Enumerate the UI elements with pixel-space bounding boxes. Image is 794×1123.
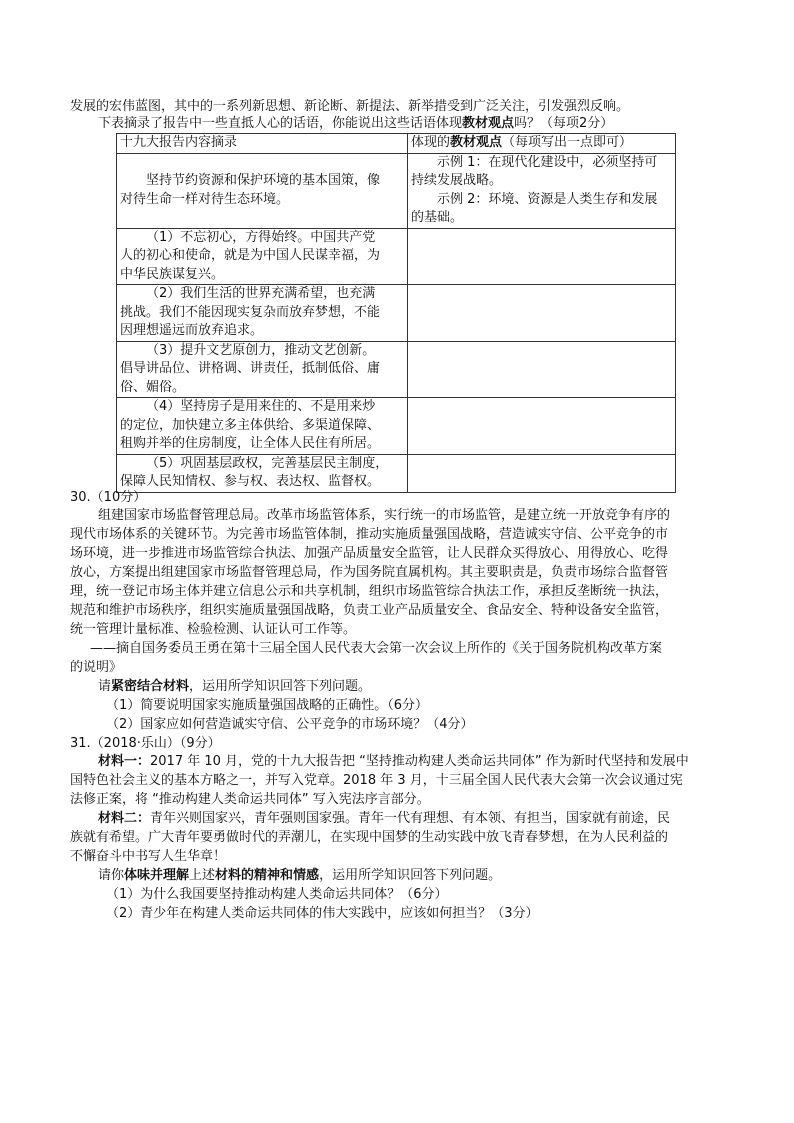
- q31-material-1-line: [98, 752, 748, 771]
- cell-text: （1）不忘初心，方得始终。中国共产党: [146, 229, 376, 245]
- q30-prompt-text: ，运用所学知识回答下列问题。: [189, 679, 372, 694]
- q30-prompt-text: 请: [98, 679, 112, 694]
- cell-text: 的定位，加快建立多主体供给、多渠道保障、: [120, 417, 381, 433]
- table-row: [117, 153, 676, 228]
- table-header-left: 十九大报告内容摘录: [117, 134, 408, 154]
- q31-material-2-text: 青年兴则国家兴，青年强则国家强。青年一代有理想、有本领、有担当，国家就有前途，民: [150, 811, 671, 826]
- q31-sub-question-2: （2）青少年在构建人类命运共同体的伟大实践中，应该如何担当？（3分）: [106, 906, 539, 921]
- q31-prompt-bold: 体味并理解: [124, 868, 190, 883]
- q30-prompt: [98, 677, 748, 696]
- cell-text: 租购并举的住房制度，让全体人民住有所居。: [120, 436, 381, 451]
- cell-text: 示例 1：在现代化建设中，必须坚持可: [436, 154, 658, 170]
- table-header-right-text: 体现的: [410, 135, 450, 150]
- table-header-row: [117, 134, 676, 154]
- cell-text: （4）坚持房子是用来住的、不是用来炒: [146, 399, 376, 414]
- q31-material-2-line: 不懈奋斗中书写人生华章！: [70, 849, 227, 864]
- q31-material-1-label: 材料一：: [98, 754, 151, 769]
- cell-text: 保障人民知情权、参与权、表达权、监督权。: [120, 474, 381, 489]
- q30-para-line: 组建国家市场监督管理总局。改革市场监管体系，实行统一的市场监管，是建立统一开放竞争有序的: [98, 508, 671, 523]
- table-cell-answer-blank[interactable]: [407, 398, 675, 455]
- table-cell-left: [117, 285, 408, 342]
- question-31-header: 31.（2018·乐山）（9分）: [70, 736, 221, 751]
- table-cell-left: [117, 454, 408, 492]
- intro-line-1: 发展的宏伟蓝图，其中的一系列新思想、新论断、新提法、新举措受到广泛关注，引发强烈反响。: [70, 99, 630, 114]
- cell-text: 挑战。我们不能因现实复杂而放弃梦想，不能: [120, 304, 381, 320]
- q30-sub-question-1: （1）简要说明国家实施质量强国战略的正确性。（6分）: [106, 698, 429, 713]
- q31-prompt-text: 上述: [189, 868, 216, 883]
- q30-para-line: 场环境，进一步推进市场监管综合执法、加强产品质量安全监管，让人民群众买得放心、用得放心、吃得: [70, 546, 669, 561]
- cell-text: （5）巩固基层政权，完善基层民主制度，: [146, 455, 389, 471]
- table-cell-right: [407, 153, 675, 228]
- q31-prompt: [98, 866, 748, 885]
- q30-source-line: ——摘自国务委员王勇在第十三届全国人民代表大会第一次会议上所作的《关于国务院机构改革方案: [90, 641, 663, 656]
- cell-text: 对待生命一样对待生态环境。: [120, 191, 290, 207]
- q30-source-line: 的说明》: [70, 660, 123, 675]
- table-row: [117, 228, 676, 285]
- q31-material-1-line: 国特色社会主义的基本方略之一，并写入党章。2018 年 3 月，十三届全国人民代表大会第一次会议通过宪: [70, 773, 683, 788]
- q30-para-line: 现代市场体系的关键环节。为完善市场监管体制，推动实施质量强国战略，营造诚实守信、公平竞争的市: [70, 527, 669, 542]
- table-cell-answer-blank[interactable]: [407, 341, 675, 398]
- cell-text: （3）提升文艺原创力，推动文艺创新。: [146, 342, 376, 358]
- table-cell-answer-blank[interactable]: [407, 285, 675, 342]
- table-cell-answer-blank[interactable]: [407, 228, 675, 285]
- cell-text: 倡导讲品位、讲格调、讲责任，抵制低俗、庸: [120, 361, 381, 376]
- table-header-right: [407, 134, 675, 154]
- cell-text: 示例 2：环境、资源是人类生存和发展: [436, 191, 658, 207]
- cell-text: 中华民族谋复兴。: [120, 266, 225, 282]
- q31-material-1-text: 2017 年 10 月，党的十九大报告把 “坚持推动构建人类命运共同体” 作为新时代坚持和发展中: [150, 754, 689, 769]
- cell-text: 持续发展战略。: [410, 173, 502, 188]
- intro-line-2: [98, 114, 748, 133]
- table-cell-answer-blank[interactable]: [407, 454, 675, 492]
- q31-material-2-line: 族就有希望。广大青年要勇做时代的弄潮儿，在实现中国梦的生动实践中放飞青春梦想，在为人民利益的: [70, 830, 669, 845]
- table-header-right-bold: 教材观点: [449, 135, 502, 150]
- table-cell-left: [117, 341, 408, 398]
- table-row: [117, 398, 676, 455]
- q31-material-1-line: 法修正案，将 “推动构建人类命运共同体” 写入宪法序言部分。: [70, 792, 430, 807]
- q30-prompt-bold: 紧密结合材料: [111, 679, 190, 694]
- table-row: [117, 285, 676, 342]
- q31-prompt-text: 请你: [98, 868, 125, 883]
- cell-text: 人的初心和使命，就是为中国人民谋幸福，为: [120, 248, 381, 263]
- q30-para-line: 统一管理计量标准、检验检测、认证认可工作等。: [70, 622, 357, 637]
- q31-prompt-text: ，运用所学知识回答下列问题。: [319, 868, 502, 883]
- table-cell-left: [117, 228, 408, 285]
- q30-sub-question-2: （2）国家应如何营造诚实守信、公平竞争的市场环境？（4分）: [106, 717, 474, 732]
- table-row: [117, 341, 676, 398]
- table-header-right-note: （每项写出一点即可）: [501, 135, 632, 150]
- table-row: [117, 454, 676, 492]
- q30-para-line: 放心，方案提出组建国家市场监督管理总局，作为国务院直属机构。其主要职责是，负责市场综合监督管: [70, 565, 669, 580]
- report-excerpt-table: [116, 133, 676, 493]
- q31-sub-question-1: （1）为什么我国要坚持推动构建人类命运共同体？（6分）: [106, 887, 448, 902]
- q31-material-2-label: 材料二：: [98, 811, 151, 826]
- q30-para-line: 理，统一登记市场主体并建立信息公示和共享机制，组织市场监管综合执法工作，承担反垄断统一执法，: [70, 584, 669, 599]
- cell-text: 的基础。: [410, 210, 463, 225]
- table-cell-left: [117, 398, 408, 455]
- cell-text: （2）我们生活的世界充满希望，也充满: [146, 286, 376, 301]
- q31-prompt-bold: 材料的精神和情感: [215, 868, 320, 883]
- table-cell-left: [117, 153, 408, 228]
- intro-line-2-text: 下表摘录了报告中一些直抵人心的话语，你能说出这些话语体现: [98, 116, 463, 131]
- cell-text: 俗、媚俗。: [120, 379, 186, 395]
- q30-para-line: 规范和维护市场秩序，组织实施质量强国战略，负责工业产品质量安全、食品安全、特种设备安全监管，: [70, 603, 669, 618]
- question-30-header: 30.（10分）: [70, 490, 147, 505]
- intro-line-2-score: 吗？（每项2分）: [514, 116, 614, 131]
- cell-text: 因理想遥远而放弃追求。: [120, 323, 264, 338]
- cell-text: 坚持节约资源和保护环境的基本国策，像: [146, 173, 381, 188]
- intro-line-2-bold: 教材观点: [462, 116, 515, 131]
- q31-material-2-line: [98, 809, 748, 828]
